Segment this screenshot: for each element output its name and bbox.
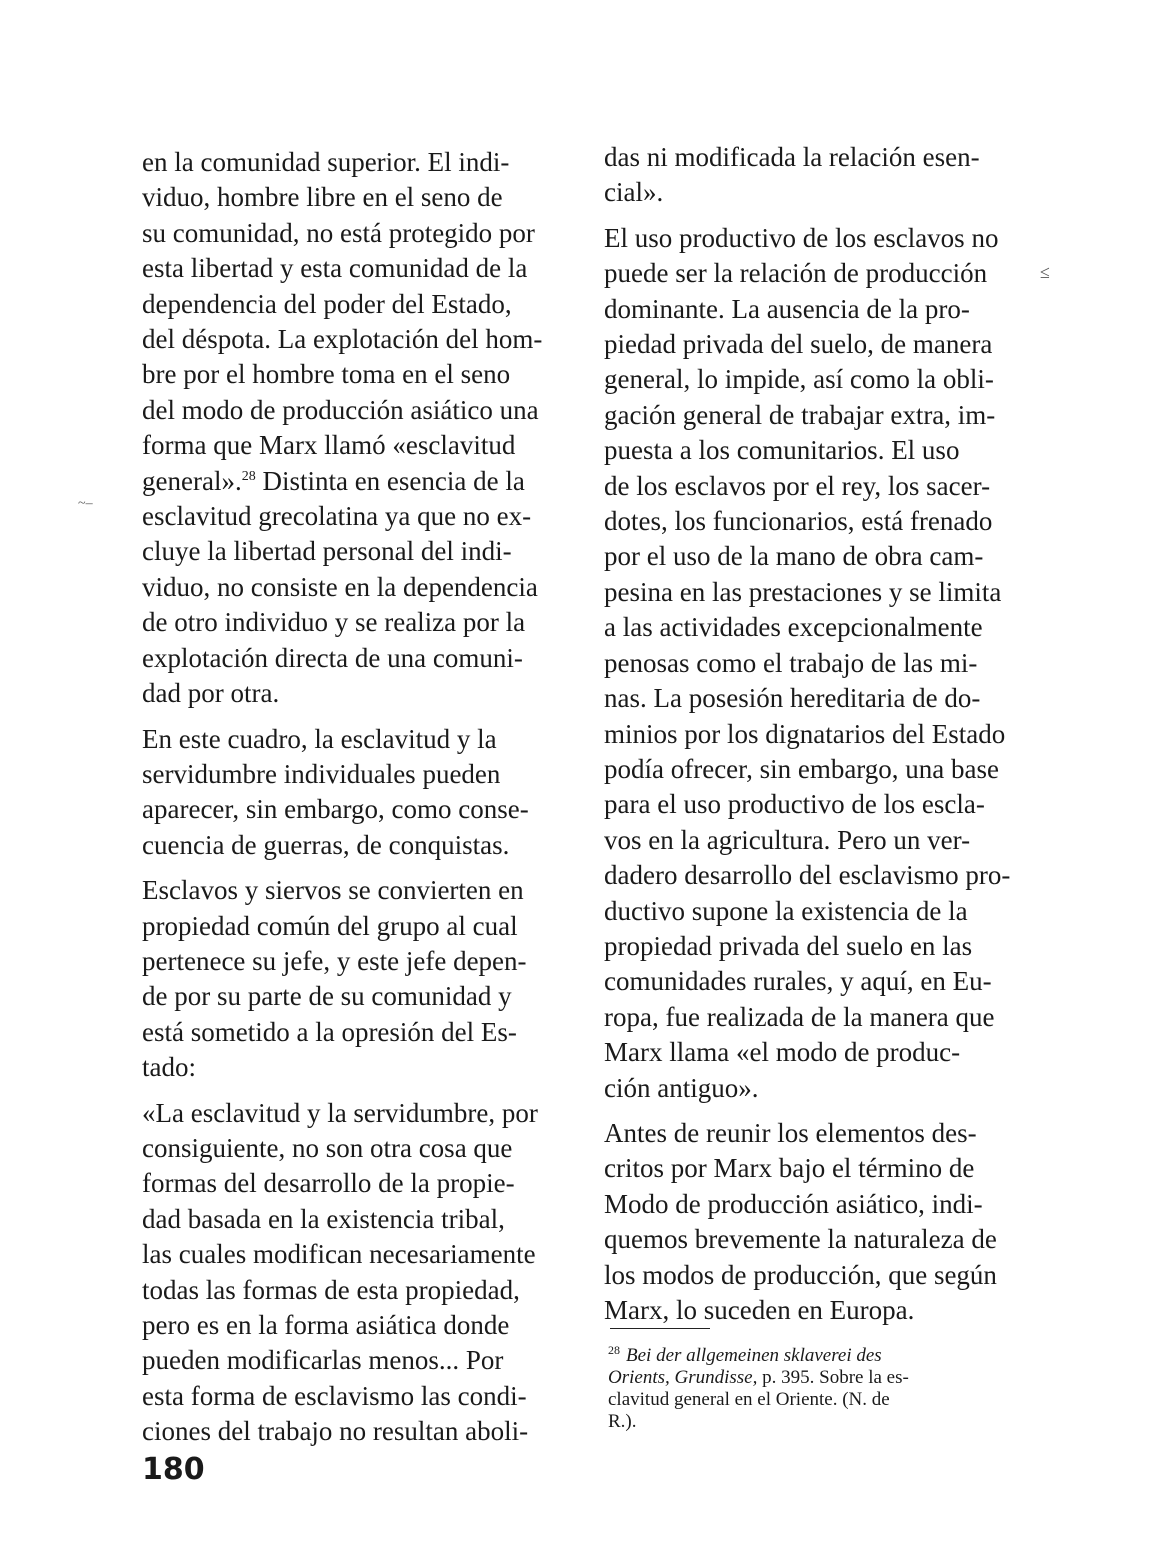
left-column	[142, 145, 574, 1450]
footnote-text: p. 395. Sobre la es- clavitud general en el Oriente. (N. de R.).	[608, 1367, 909, 1432]
footnote-separator	[610, 1328, 710, 1329]
margin-scribble: ≤	[1040, 262, 1050, 282]
paragraph-1	[142, 145, 574, 712]
p1-lines: en la comunidad superior. El indi- viduo, hombre libre en el seno de su comunidad, no está protegido por esta libertad y esta comunidad de la dependencia del poder del Estado, del déspota. La explotación del hom- bre por el hombre toma en el seno del modo de producción asiático una forma que Marx llamó «esclavitud	[142, 147, 543, 461]
right-column	[604, 140, 1044, 1328]
footnote-citation-title: Bei der allgemeinen sklaverei des Orients, Grundisse,	[608, 1345, 882, 1388]
paragraph-3: Antes de reunir los elementos des- critos por Marx bajo el término de Modo de producción asiático, indi- quemos brevemente la naturaleza de los modos de producción, que según Marx, lo suceden en Europa.	[604, 1117, 997, 1325]
paragraph-3: Esclavos y siervos se convierten en propiedad común del grupo al cual pertenece su jefe, y este jefe depen- de por su parte de su comunidad y está sometido a la opresión del Es- tado:	[142, 875, 527, 1083]
footnote-number: 28	[608, 1342, 620, 1357]
paragraph-1: das ni modificada la relación esen- cial».	[604, 142, 980, 208]
footnote	[608, 1342, 1038, 1433]
p1-line-10-start: general».	[142, 465, 242, 496]
paragraph-2: En este cuadro, la esclavitud y la servidumbre individuales pueden aparecer, sin embargo, como conse- cuencia de guerras, de conquistas.	[142, 723, 529, 860]
margin-scribble: ~‒	[78, 496, 93, 511]
page-number: 180	[142, 1452, 205, 1487]
footnote-reference: 28	[241, 468, 256, 484]
paragraph-4-quote: «La esclavitud y la servidumbre, por consiguiente, no son otra cosa que formas del desarrollo de la propie- dad basada en la existencia tribal, las cuales modifican necesariamente todas las formas de esta propiedad, pero es en la forma asiática donde pueden modificarlas menos... Por esta forma de esclavismo las condi- ciones del trabajo no resultan aboli-	[142, 1097, 538, 1447]
p1-rest-lines: esclavitud grecolatina ya que no ex- cluye la libertad personal del indi- viduo, no consiste en la dependencia de otro individuo y se realiza por la explotación directa de una comuni- dad por otra.	[142, 501, 538, 709]
p1-line-10-end: Distinta en esencia de la	[255, 465, 525, 496]
paragraph-2: El uso productivo de los esclavos no puede ser la relación de producción dominante. La ausencia de la pro- piedad privada del suelo, de manera general, lo impide, así como la obli- gación general de trabajar extra, im- puesta a los comunitarios. El uso de los esclavos por el rey, los sacer- dotes, los funcionarios, está frenado por el uso de la mano de obra cam- pesina en las prestaciones y se limita a las actividades excepcionalmente penosas como el trabajo de las mi- nas. La posesión hereditaria de do- minios por los dignatarios del Estado podía ofrecer, sin embargo, una base para el uso productivo de los escla- vos en la agricultura. Pero un ver- dadero desarrollo del esclavismo pro- ductivo supone la existencia de la propiedad privada del suelo en las comunidades rurales, y aquí, en Eu- ropa, fue realizada de la manera que Marx llama «el modo de produc- ción antiguo».	[604, 222, 1011, 1103]
